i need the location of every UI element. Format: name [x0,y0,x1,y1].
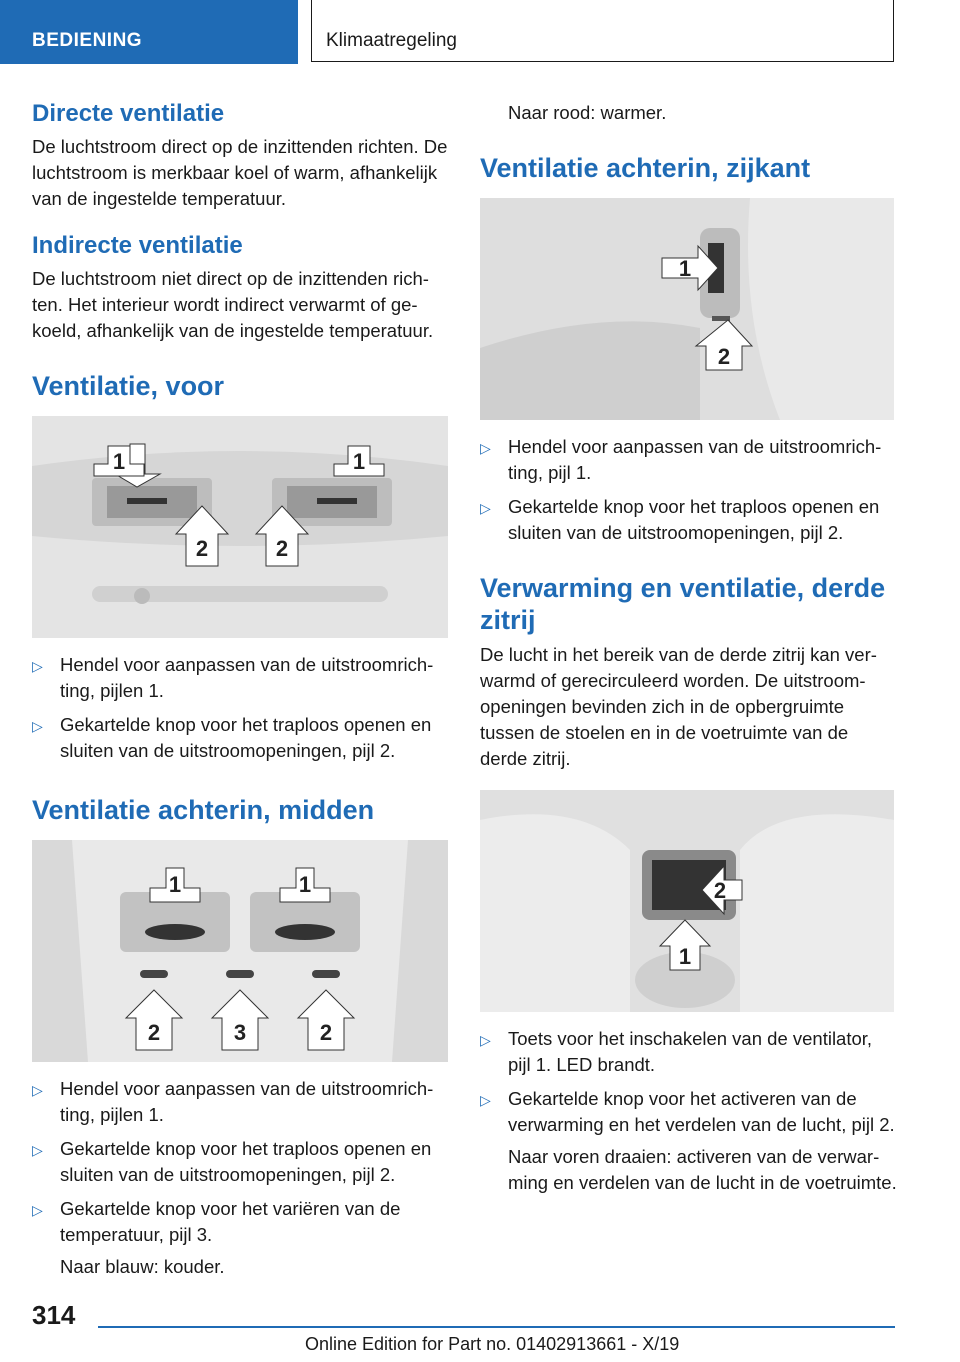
third-row-items-list [480,1026,898,1138]
rear-side-vents-image [480,198,894,420]
warmer-sub-text: Naar rood: warmer. [508,102,667,123]
heading-indirect-ventilation: Indirecte ventilatie [32,232,243,259]
list-item: ▷ Gekartelde knop voor het activeren van de verwarming en het verdelen van de lucht, pijl 2. [480,1088,895,1135]
page-number: 314 [32,1300,76,1330]
callout-1-right: 1 [298,872,312,897]
footer-divider [98,1326,895,1328]
list-item: ▷ Toets voor het inschakelen van de ventilator, pijl 1. LED brandt. [480,1028,873,1075]
callout-2-left: 2 [195,536,209,561]
text-third-row: De lucht in het bereik van de derde zitrij kan verwarmd of gerecirculeerd worden. De uitstroomopeningen bevinden zich in de opbergruimte tussen de stoelen en in de voetruimte van de derde zitrij. [480,644,877,769]
text-indirect-ventilation: De luchtstroom niet direct op de inzittenden richten. Het interieur wordt indirect verwarmt of gekoeld, afhankelijk van de ingestelde temperatuur. [32,268,434,341]
heading-front-ventilation: Ventilatie, voor [32,371,225,401]
section-title: BEDIENING [32,30,143,51]
bullet-icon: ▷ [480,440,491,456]
rear-middle-items-list [32,1076,450,1248]
heading-rear-middle-ventilation: Ventilatie achterin, midden [32,795,375,825]
bullet-icon: ▷ [32,1082,43,1098]
text-direct-ventilation: De luchtstroom direct op de inzittenden richten. De luchtstroom is merkbaar koel of warm, afhankelijk van de ingestelde temperatuur. [32,136,448,209]
callout-2-right: 2 [319,1020,333,1045]
callout-2: 2 [717,344,731,369]
rear-middle-vents-image [32,840,448,1062]
callout-1: 1 [678,256,692,281]
list-item: ▷ Hendel voor aanpassen van de uitstroomrichting, pijl 1. [480,436,882,483]
callout-1-left: 1 [112,449,126,474]
bullet-icon: ▷ [32,658,43,674]
bullet-icon: ▷ [32,1202,43,1218]
right-column [480,100,898,1196]
bullet-icon: ▷ [32,718,43,734]
section-tab [0,0,298,64]
list-item: ▷ Hendel voor aanpassen van de uitstroomrichting, pijlen 1. [32,1078,434,1125]
list-item: ▷ Gekartelde knop voor het variëren van de temperatuur, pijl 3. [32,1198,401,1245]
bullet-icon: ▷ [480,1032,491,1048]
rear-middle-sub-text: Naar blauw: kouder. [60,1256,225,1277]
list-item: ▷ Gekartelde knop voor het traploos openen en sluiten van de uitstroomopeningen, pijl 2. [480,496,880,543]
heading-third-row: Verwarming en ventilatie, derde zitrij [480,573,886,635]
heading-rear-side-ventilation: Ventilatie achterin, zijkant [480,153,811,183]
chapter-title: Klimaatregeling [326,30,457,51]
list-item: ▷ Gekartelde knop voor het traploos openen en sluiten van de uitstroomopeningen, pijl 2. [32,714,432,761]
bullet-icon: ▷ [480,500,491,516]
third-row-vents-image [480,790,894,1012]
front-vents-image [32,416,448,638]
heading-direct-ventilation: Directe ventilatie [32,100,225,127]
third-row-sub-text: Naar voren draaien: activeren van de verwarming en verdelen van de lucht in de voetruimte. [508,1146,897,1193]
edition-text: Online Edition for Part no. 01402913661 - X/19 [305,1334,680,1354]
callout-2: 2 [713,878,727,903]
list-item: ▷ Gekartelde knop voor het traploos openen en sluiten van de uitstroomopeningen, pijl 2. [32,1138,432,1185]
callout-1-right: 1 [352,449,366,474]
list-item: ▷ Hendel voor aanpassen van de uitstroomrichting, pijlen 1. [32,654,434,701]
bullet-icon: ▷ [32,1142,43,1158]
callout-2-right: 2 [275,536,289,561]
callout-1: 1 [678,944,692,969]
callout-1-left: 1 [168,872,182,897]
left-column [32,100,450,1280]
front-items-list [32,652,450,764]
callout-3: 3 [233,1020,247,1045]
bullet-icon: ▷ [480,1092,491,1108]
rear-side-items-list [480,434,898,546]
callout-2-left: 2 [147,1020,161,1045]
chapter-tab [311,0,894,62]
